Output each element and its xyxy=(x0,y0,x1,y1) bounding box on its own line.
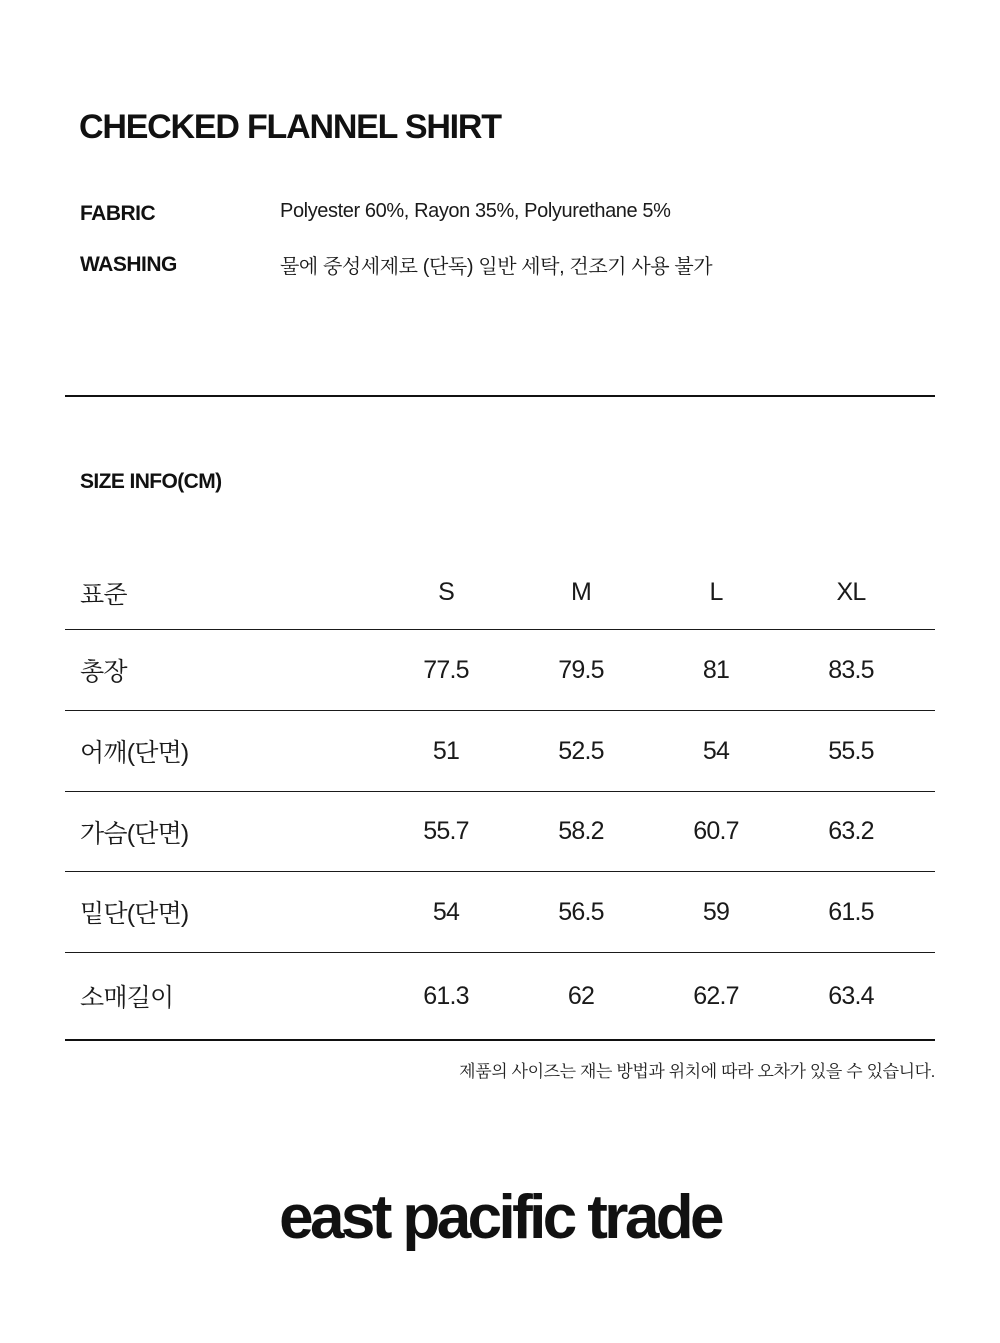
size-header-s: S xyxy=(438,578,454,606)
washing-label: WASHING xyxy=(80,253,177,276)
table-row xyxy=(65,711,935,792)
row-label: 밑단(단면) xyxy=(80,900,189,928)
row-value: 81 xyxy=(702,655,730,684)
row-value: 59 xyxy=(702,897,730,926)
row-value: 62 xyxy=(567,981,595,1010)
row-value: 56.5 xyxy=(558,897,604,926)
washing-value: 물에 중성세제로 (단독) 일반 세탁, 건조기 사용 불가 xyxy=(280,256,713,278)
row-value: 51 xyxy=(432,736,460,765)
row-label: 가슴(단면) xyxy=(80,819,189,848)
row-value: 77.5 xyxy=(423,655,469,684)
section-divider xyxy=(65,395,935,397)
row-value: 54 xyxy=(702,736,730,765)
row-value: 63.2 xyxy=(828,817,874,845)
row-value: 60.7 xyxy=(693,817,739,845)
size-header-m: M xyxy=(570,578,592,606)
row-value: 83.5 xyxy=(828,655,874,684)
table-row xyxy=(65,872,935,953)
row-value: 61.3 xyxy=(423,981,469,1010)
fabric-label: FABRIC xyxy=(80,202,156,225)
product-title: CHECKED FLANNEL SHIRT xyxy=(79,108,501,146)
size-info-title: SIZE INFO(CM) xyxy=(80,470,222,493)
brand-logo: east pacific trade xyxy=(279,1183,721,1252)
size-footnote: 제품의 사이즈는 재는 방법과 위치에 따라 오차가 있을 수 있습니다. xyxy=(459,1062,935,1081)
row-value: 61.5 xyxy=(828,897,874,926)
row-value: 52.5 xyxy=(558,736,604,765)
row-value: 58.2 xyxy=(558,817,604,845)
row-value: 54 xyxy=(432,897,460,926)
table-row xyxy=(65,953,935,1041)
row-value: 55.5 xyxy=(828,736,874,765)
size-table xyxy=(65,556,935,1041)
row-value: 62.7 xyxy=(693,981,739,1010)
size-table-header xyxy=(65,556,935,630)
row-label: 총장 xyxy=(80,658,127,686)
row-label: 어깨(단면) xyxy=(80,739,189,767)
row-value: 63.4 xyxy=(828,981,874,1010)
size-header-l: L xyxy=(709,578,723,606)
row-value: 55.7 xyxy=(423,817,469,845)
table-row xyxy=(65,630,935,711)
size-header-label: 표준 xyxy=(80,580,127,609)
table-row xyxy=(65,792,935,872)
row-label: 소매길이 xyxy=(80,984,174,1012)
row-value: 79.5 xyxy=(558,655,604,684)
size-header-xl: XL xyxy=(836,578,866,606)
fabric-value: Polyester 60%, Rayon 35%, Polyurethane 5% xyxy=(280,200,671,222)
